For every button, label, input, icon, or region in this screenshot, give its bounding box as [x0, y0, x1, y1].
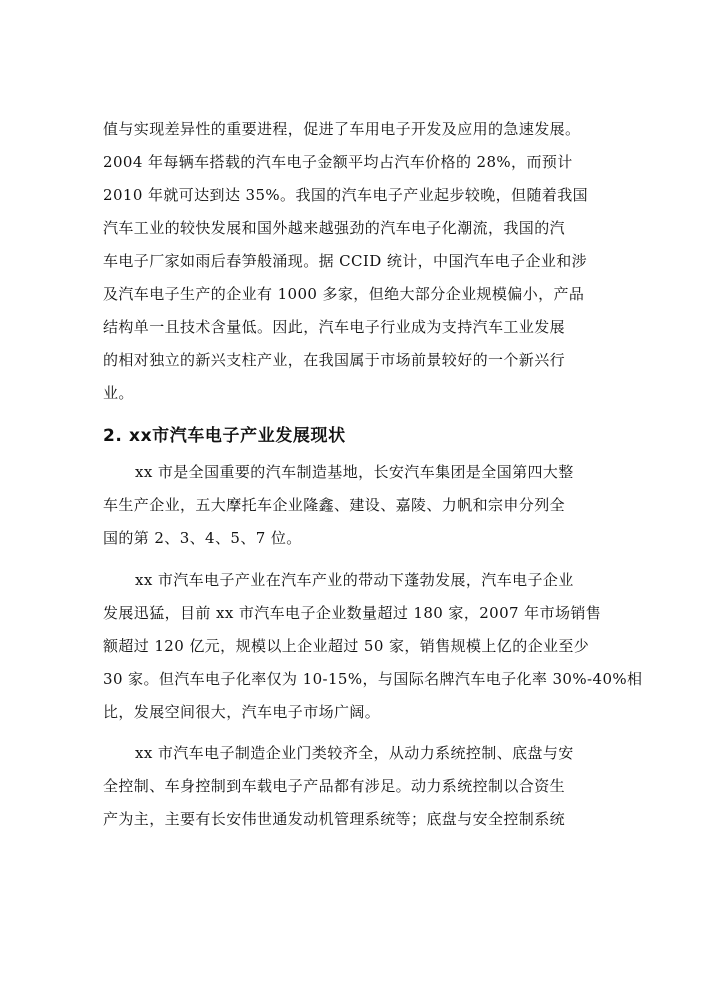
body-text-line: 全控制、车身控制到车载电子产品都有涉足。动力系统控制以合资生: [103, 777, 566, 795]
body-text-line: xx 市是全国重要的汽车制造基地，长安汽车集团是全国第四大整: [135, 463, 574, 481]
body-text-line: 2010 年就可达到达 35%。我国的汽车电子产业起步较晚，但随着我国: [103, 186, 589, 204]
body-text-line: 2004 年每辆车搭载的汽车电子金额平均占汽车价格的 28%，而预计: [103, 153, 573, 171]
body-text-line: 结构单一且技术含量低。因此，汽车电子行业成为支持汽车工业发展: [103, 318, 566, 336]
body-text-line: 比，发展空间很大，汽车电子市场广阔。: [103, 703, 381, 721]
body-text-line: 30 家。但汽车电子化率仅为 10-15%，与国际名牌汽车电子化率 30%-40%相: [103, 670, 643, 688]
body-text-line: 业。: [103, 384, 134, 402]
body-text-line: 汽车工业的较快发展和国外越来越强劲的汽车电子化潮流，我国的汽: [103, 219, 566, 237]
body-text-line: 及汽车电子生产的企业有 1000 多家，但绝大部分企业规模偏小，产品: [103, 285, 585, 303]
body-text-line: 值与实现差异性的重要进程，促进了车用电子开发及应用的急速发展。: [103, 120, 581, 138]
body-text-line: 发展迅猛，目前 xx 市汽车电子企业数量超过 180 家，2007 年市场销售: [103, 604, 602, 622]
body-text-line: xx 市汽车电子制造企业门类较齐全，从动力系统控制、底盘与安: [135, 744, 574, 762]
body-text-line: 额超过 120 亿元，规模以上企业超过 50 家，销售规模上亿的企业至少: [103, 637, 590, 655]
body-text-line: xx 市汽车电子产业在汽车产业的带动下蓬勃发展，汽车电子企业: [135, 571, 574, 589]
body-text-line: 的相对独立的新兴支柱产业，在我国属于市场前景较好的一个新兴行: [103, 351, 566, 369]
body-text-line: 车生产企业，五大摩托车企业隆鑫、建设、嘉陵、力帆和宗申分列全: [103, 496, 566, 514]
body-text-line: 国的第 2、3、4、5、7 位。: [103, 529, 302, 547]
section-heading: 2. xx市汽车电子产业发展现状: [103, 426, 346, 446]
body-text-line: 车电子厂家如雨后春笋般涌现。据 CCID 统计，中国汽车电子企业和涉: [103, 252, 588, 270]
body-text-line: 产为主，主要有长安伟世通发动机管理系统等；底盘与安全控制系统: [103, 810, 566, 828]
